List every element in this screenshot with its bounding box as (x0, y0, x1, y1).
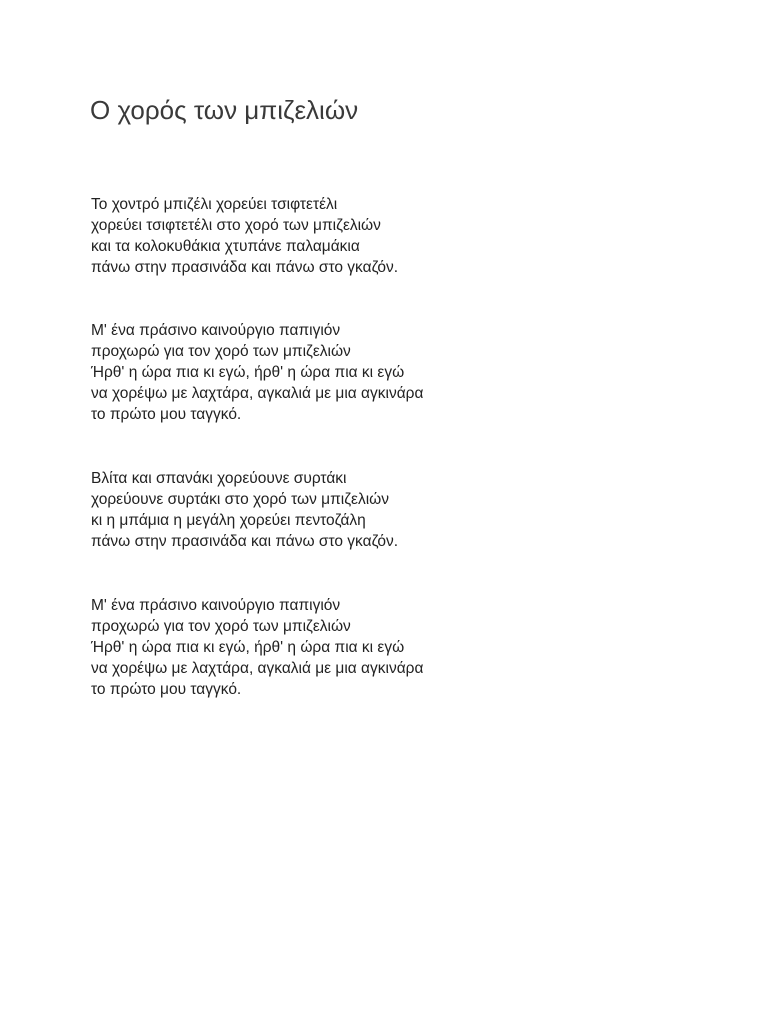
stanza-line: χορεύουνε συρτάκι στο χορό των μπιζελιών (91, 491, 390, 508)
stanza-line: Μ' ένα πράσινο καινούργιο παπιγιόν (91, 597, 341, 614)
stanza-line: Μ' ένα πράσινο καινούργιο παπιγιόν (91, 322, 341, 339)
stanza-line: να χορέψω με λαχτάρα, αγκαλιά με μια αγκινάρα (91, 660, 424, 677)
stanza-line: Το χοντρό μπιζέλι χορεύει τσιφτετέλι (91, 196, 338, 213)
stanza-line: το πρώτο μου ταγγκό. (91, 406, 242, 423)
stanza-2 (91, 320, 423, 425)
stanza-line: κι η μπάμια η μεγάλη χορεύει πεντοζάλη (91, 512, 366, 529)
page-title: Ο χορός των μπιζελιών (90, 95, 359, 125)
stanza-3 (91, 468, 398, 552)
stanza-line: Ήρθ' η ώρα πια κι εγώ, ήρθ' η ώρα πια κι εγώ (91, 639, 405, 656)
stanza-line: το πρώτο μου ταγγκό. (91, 681, 242, 698)
stanza-line: πάνω στην πρασινάδα και πάνω στο γκαζόν. (91, 533, 399, 550)
stanza-line: και τα κολοκυθάκια χτυπάνε παλαμάκια (91, 238, 360, 255)
stanza-line: προχωρώ για τον χορό των μπιζελιών (91, 343, 351, 360)
stanza-line: χορεύει τσιφτετέλι στο χορό των μπιζελιών (91, 217, 381, 234)
stanza-line: Βλίτα και σπανάκι χορεύουνε συρτάκι (91, 470, 347, 487)
stanza-line: να χορέψω με λαχτάρα, αγκαλιά με μια αγκινάρα (91, 385, 424, 402)
stanza-line: προχωρώ για τον χορό των μπιζελιών (91, 618, 351, 635)
stanza-line: Ήρθ' η ώρα πια κι εγώ, ήρθ' η ώρα πια κι εγώ (91, 364, 405, 381)
stanza-line: πάνω στην πρασινάδα και πάνω στο γκαζόν. (91, 259, 399, 276)
stanza-1 (91, 194, 398, 278)
stanza-4 (91, 595, 423, 700)
